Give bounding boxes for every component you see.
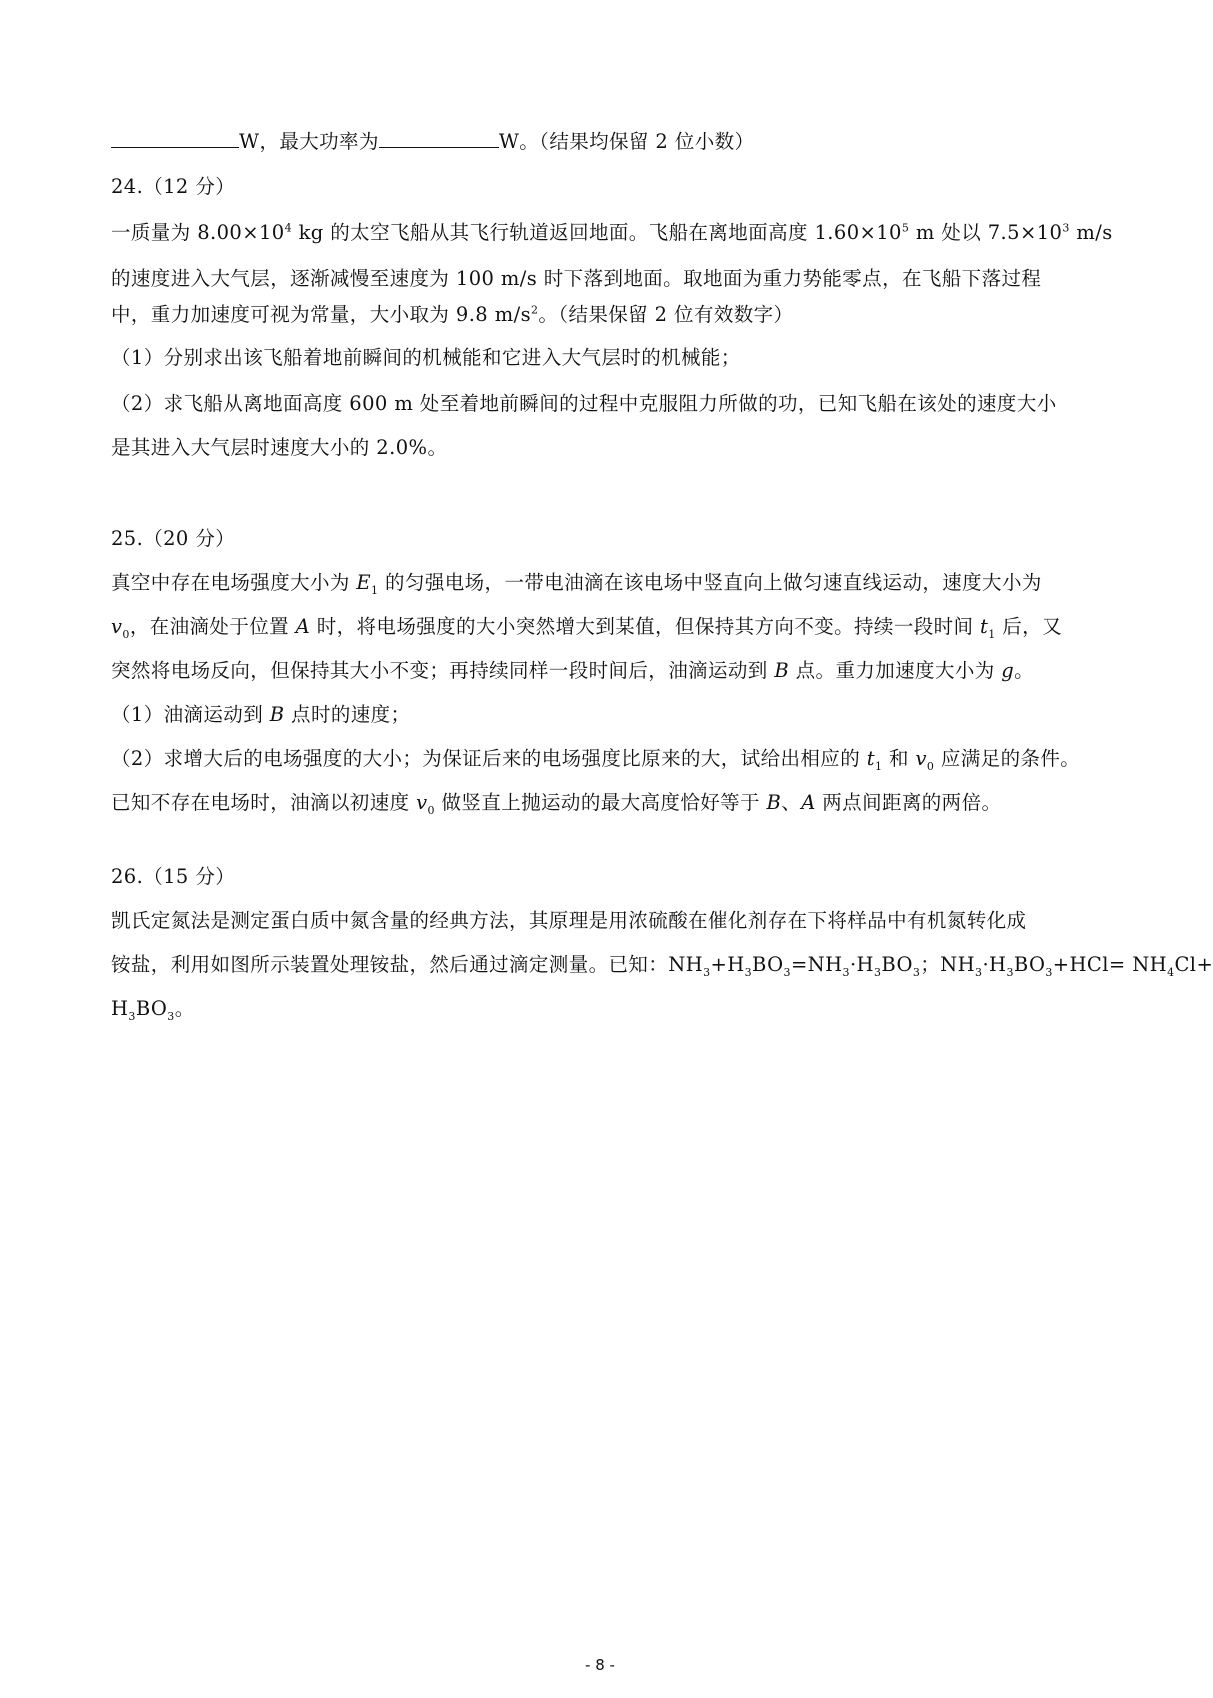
q26-number: 26.（15 分） <box>111 865 236 888</box>
q24-part-1: （1）分别求出该飞船着地前瞬间的机械能和它进入大气层时的机械能； <box>111 346 741 369</box>
page-number: - 8 - <box>585 1656 615 1674</box>
q25-line-2: $v_0$，在油滴处于位置 A 时，将电场强度的大小突然增大到某值，但保持其方向不变。持续一段时间 $t_1$ 后，又 <box>111 615 1062 641</box>
answer-blank-2[interactable] <box>379 127 499 148</box>
answer-blank-1[interactable] <box>111 127 239 148</box>
q24-part-2-line-2: 是其进入大气层时速度大小的 2.0%。 <box>111 436 448 459</box>
q25-part-2: （2）求增大后的电场强度的大小；为保证后来的电场强度比原来的大，试给出相应的 $t_1$ 和 $v_0$ 应满足的条件。 <box>111 747 1081 773</box>
q26-line-2: 铵盐，利用如图所示装置处理铵盐，然后通过滴定测量。已知：$NH_3+H_3BO_3=NH_3\cdot H_3BO_3$；$NH_3\cdot H_3BO_3+HCl= NH_4Cl+$ <box>111 953 1213 979</box>
q25-part-1: （1）油滴运动到 B 点时的速度； <box>111 703 411 726</box>
fill-in-line <box>111 127 1101 156</box>
fill-text-1: W，最大功率为 <box>239 130 379 153</box>
q26-line-3: $H_3BO_3$。 <box>111 997 195 1023</box>
q25-line-3: 突然将电场反向，但保持其大小不变；再持续同样一段时间后，油滴运动到 B 点。重力加速度大小为 g。 <box>111 659 1035 682</box>
q26-line-1: 凯氏定氮法是测定蛋白质中氮含量的经典方法，其原理是用浓硫酸在催化剂存在下将样品中有机氮转化成 <box>111 909 1027 932</box>
q25-line-1: 真空中存在电场强度大小为 $E_1$ 的匀强电场，一带电油滴在该电场中竖直向上做匀速直线运动，速度大小为 <box>111 571 1042 597</box>
q24-line-1: 一质量为 $8.00\times 10^4$ kg 的太空飞船从其飞行轨道返回地面。飞船在离地面高度 $1.60\times 10^5$ m 处以 $7.5\times 10^3$ m/s <box>111 221 1113 244</box>
fill-text-2: W。（结果均保留 2 位小数） <box>498 130 755 153</box>
q25-line-6: 已知不存在电场时，油滴以初速度 $v_0$ 做竖直上抛运动的最大高度恰好等于 B、A 两点间距离的两倍。 <box>111 791 1002 817</box>
q24-number: 24.（12 分） <box>111 175 236 198</box>
q24-line-3: 中，重力加速度可视为常量，大小取为 9.8 $m/s^2$。（结果保留 2 位有效数字） <box>111 303 794 326</box>
q25-number: 25.（20 分） <box>111 527 236 550</box>
q24-line-2: 的速度进入大气层，逐渐减慢至速度为 100 m/s 时下落到地面。取地面为重力势能零点，在飞船下落过程 <box>111 267 1042 290</box>
q24-part-2-line-1: （2）求飞船从离地面高度 600 m 处至着地前瞬间的过程中克服阻力所做的功，已知飞船在该处的速度大小 <box>111 392 1057 415</box>
